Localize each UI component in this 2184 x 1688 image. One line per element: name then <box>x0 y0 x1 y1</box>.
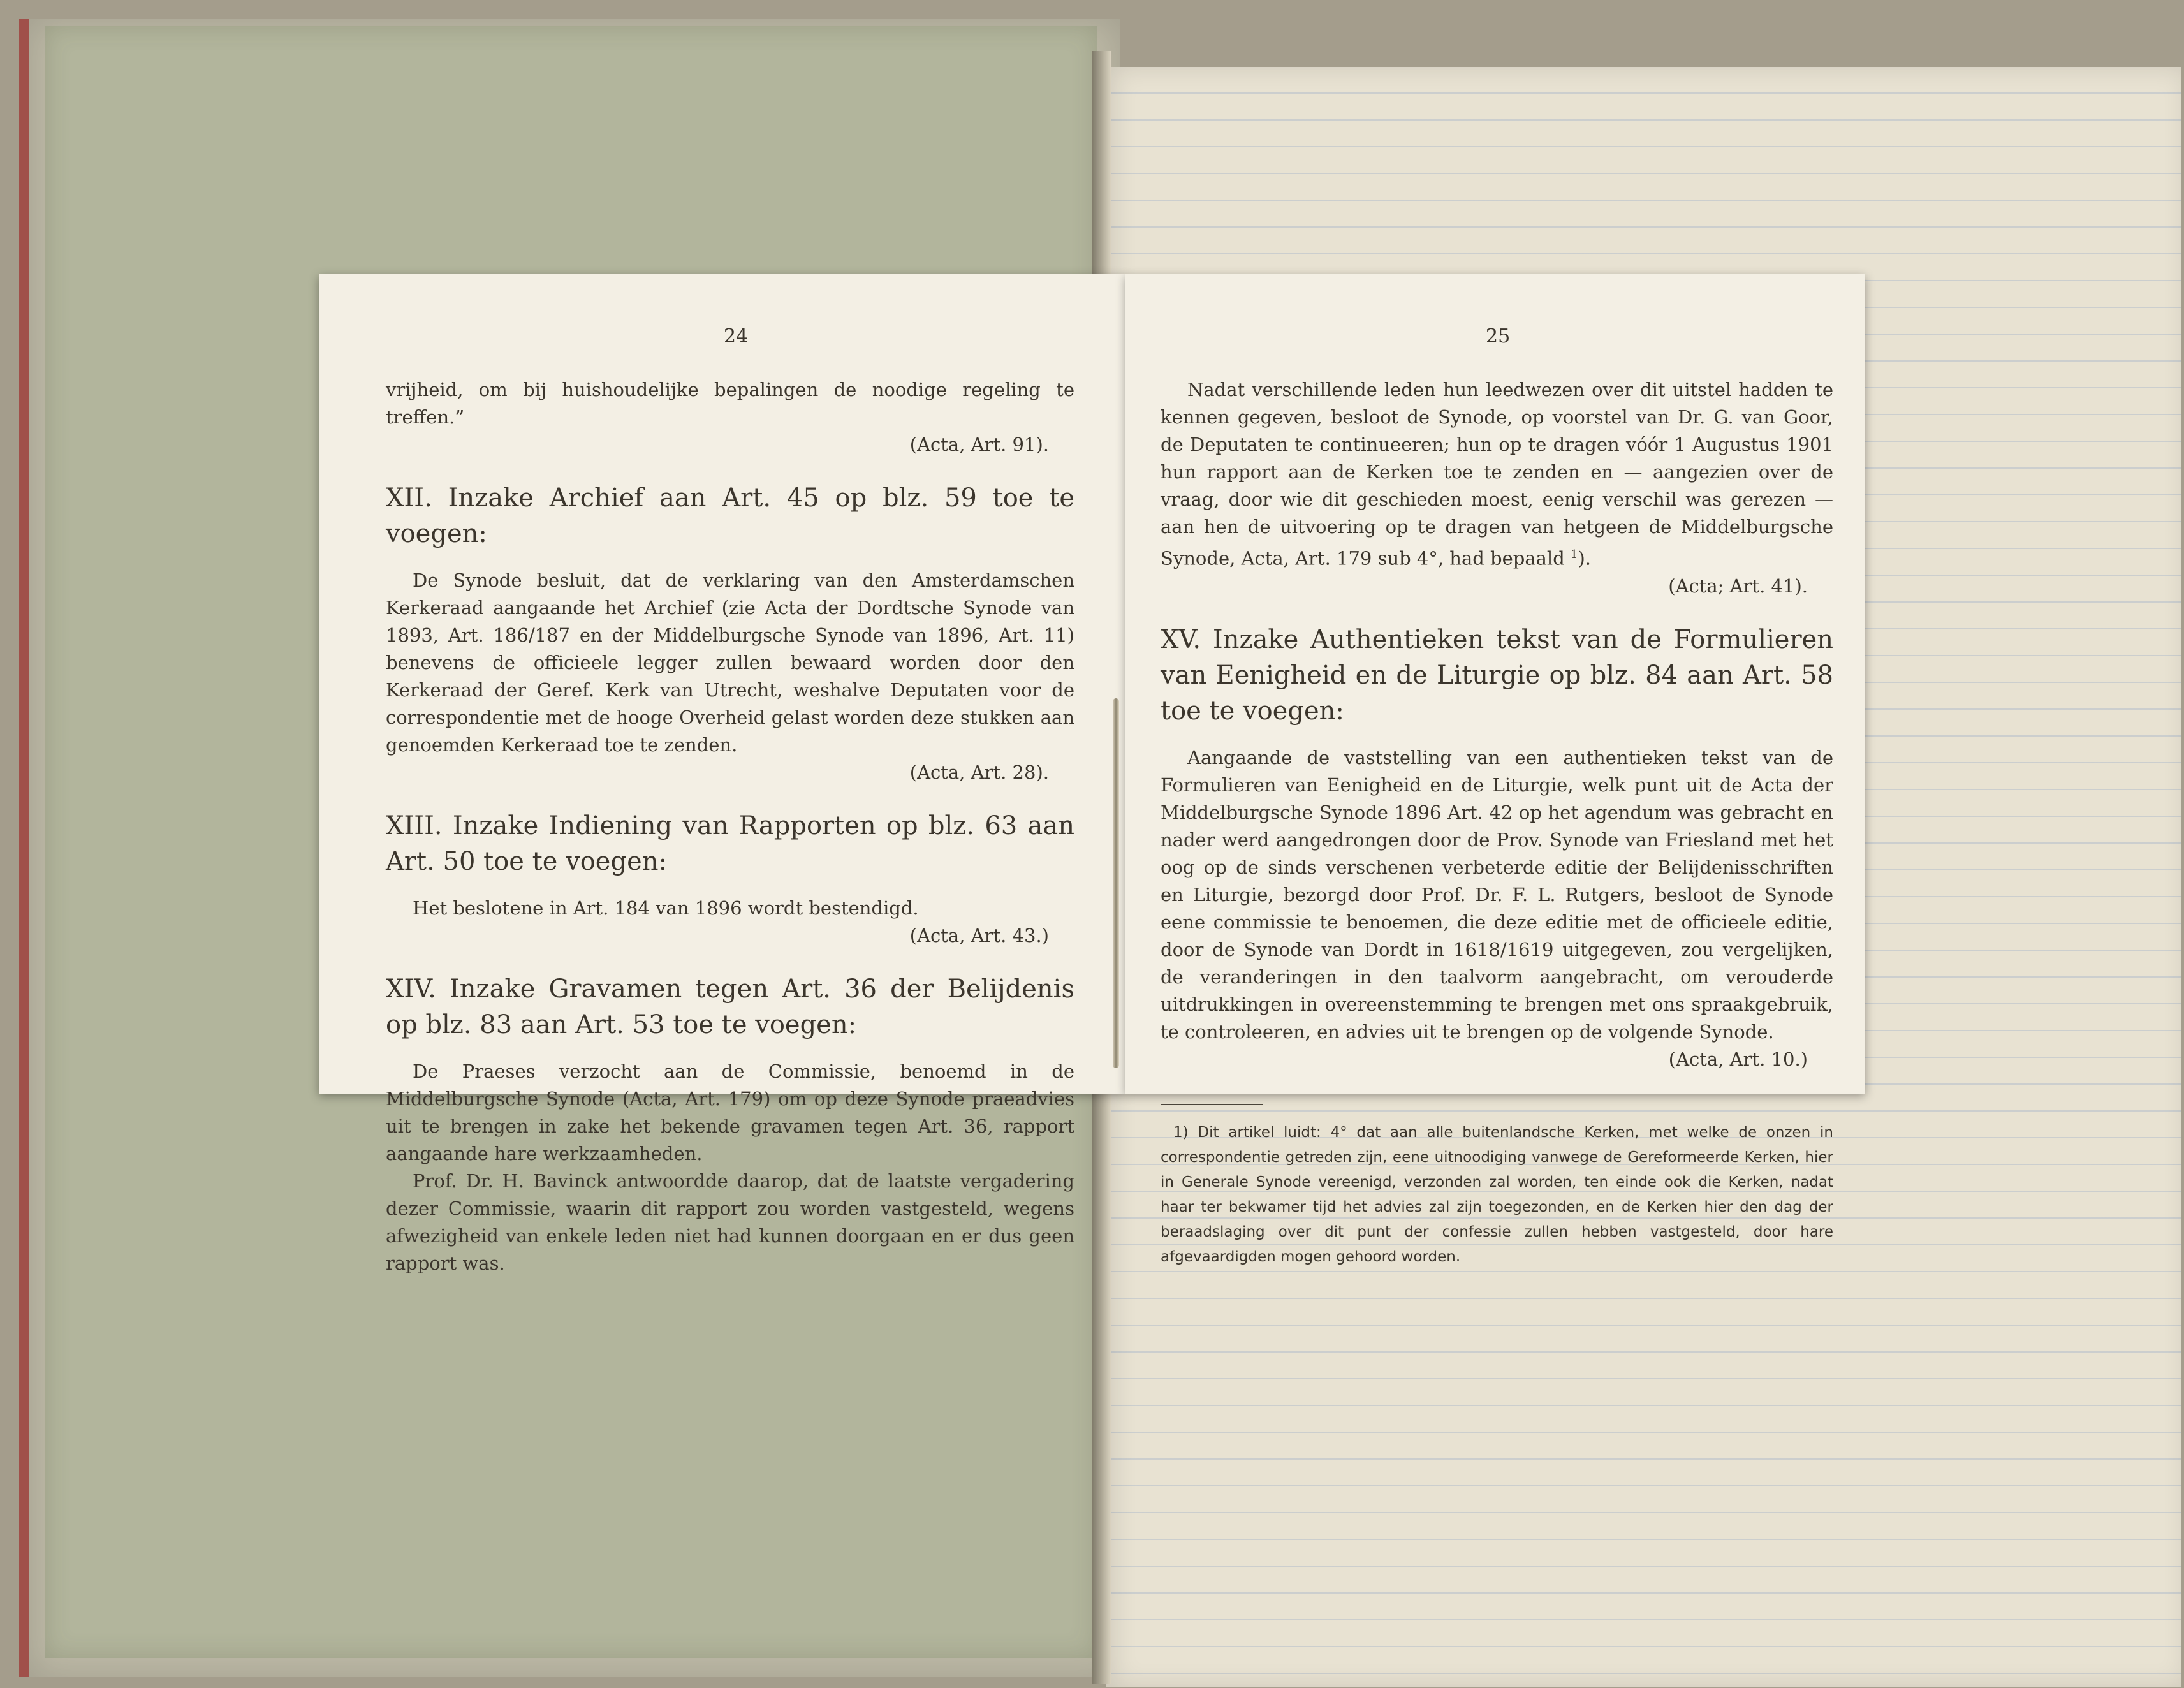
binding-thread <box>1113 698 1119 1068</box>
opening-end: ). <box>1578 547 1591 569</box>
page-number: 24 <box>724 325 749 348</box>
opening-text: Nadat verschillende leden hun leedwezen over dit uitstel hadden te kennen gegeven, besloot de Synode, op voorstel van Dr. G. van Goor, de Deputaten te continueeren; hun op te dragen vóór 1 Augustus 1901 hun rapport aan de Kerken toe te zenden en — aangezien over de vraag, door wie dit geschieden moest, eenig verschil was gerezen — aan hen de uitvoering op te dragen van hetgeen de Middelburgsche Synode, Acta, Art. 179 sub 4°, had bepaald <box>1161 379 1833 569</box>
acta-reference: (Acta, Art. 91). <box>909 434 1049 455</box>
footnote-label: 1) <box>1173 1124 1189 1141</box>
section-xv-heading: XV. Inzake Authentieken tekst van de Formulieren van Eenigheid en de Liturgie op blz. 84 aan Art. 58 toe te voegen: <box>1161 624 1833 726</box>
section-xiii-heading: XIII. Inzake Indiening van Rapporten op blz. 63 aan Art. 50 toe te voegen: <box>386 811 1074 876</box>
acta-reference: (Acta, Art. 43.) <box>909 925 1049 946</box>
section-xiv-heading: XIV. Inzake Gravamen tegen Art. 36 der Belijdenis op blz. 83 aan Art. 53 toe te voegen: <box>386 974 1074 1039</box>
page-25 <box>1125 274 1865 1265</box>
footnote <box>1161 1120 1833 1270</box>
section-xiii-paragraph: Het beslotene in Art. 184 van 1896 wordt bestendigd. <box>413 897 919 919</box>
footnote-mark: 1 <box>1571 548 1578 561</box>
section-xiv-paragraph-2: Prof. Dr. H. Bavinck antwoordde daarop, dat de laatste vergadering dezer Commissie, waarin dit rapport zou worden vastgesteld, wegens afwezigheid van enkele leden niet had kunnen doorgaan en er dus geen rapport was. <box>386 1170 1074 1274</box>
continuation-paragraph: vrijheid, om bij huishoudelijke bepalingen de noodige regeling te treffen.” <box>386 379 1074 428</box>
left-page-text <box>386 376 1074 1277</box>
section-xv-paragraph: Aangaande de vaststelling van een authentieken tekst van de Formulieren van Eenigheid en de Liturgie, welk punt uit de Acta der Middelburgsche Synode 1896 Art. 42 op het agendum was gebracht en nader werd aangedrongen door de Prov. Synode van Friesland met het oog op de sinds verschenen verbeterde editie der Belijdenisschriften en Liturgie, bezorgd door Prof. Dr. F. L. Rutgers, besloot de Synode eene commissie te benoemen, die deze editie met de officieele editie, door de Synode van Dordt in 1618/1619 uitgegeven, zou vergelijken, de veranderingen in den taalvorm aangebracht, om verouderde uitdrukkingen in overeenstemming te brengen met ons spraakgebruik, te controleeren, en advies uit te brengen op de volgende Synode. <box>1161 746 1833 1043</box>
page-24 <box>319 274 1125 1274</box>
acta-reference: (Acta, Art. 10.) <box>1668 1048 1808 1070</box>
footnote-text: Dit artikel luidt: 4° dat aan alle buitenlandsche Kerken, met welke de onzen in correspondentie getreden zijn, eene uitnoodiging vanwege de Gereformeerde Kerken, hier in Generale Synode vereenigd, verzonden zal worden, ten einde ook die Kerken, nadat haar ter bekwamer tijd het advies zal zijn toegezonden, en de Kerken hier den dag der beraadslaging over dit punt der confessie zullen hebben vastgesteld, door hare afgevaardigden mogen gehoord worden. <box>1161 1124 1833 1265</box>
section-xiv-paragraph-1: De Praeses verzocht aan de Commissie, benoemd in de Middelburgsche Synode (Acta, Art. 179) om op deze Synode praeadvies uit te brengen in zake het bekende gravamen tegen Art. 36, rapport aangaande hare werkzaamheden. <box>386 1061 1074 1164</box>
acta-reference: (Acta; Art. 41). <box>1668 575 1808 597</box>
section-xii-heading: XII. Inzake Archief aan Art. 45 op blz. 59 toe te voegen: <box>386 483 1074 548</box>
page-number: 25 <box>1486 325 1511 348</box>
right-page-text <box>1161 376 1833 1270</box>
section-xii-paragraph: De Synode besluit, dat de verklaring van den Amsterdamschen Kerkeraad aangaande het Archief (zie Acta der Dordtsche Synode van 1893, Art. 186/187 en der Middelburgsche Synode van 1896, Art. 11) benevens de officieele legger zullen bewaard worden door den Kerkeraad der Geref. Kerk van Utrecht, weshalve Deputaten voor de correspondentie met de hooge Overheid gelast worden deze stukken aan genoemden Kerkeraad toe te zenden. <box>386 569 1074 756</box>
opening-paragraph <box>1161 376 1833 573</box>
acta-reference: (Acta, Art. 28). <box>909 761 1049 783</box>
footnote-rule <box>1161 1104 1263 1105</box>
